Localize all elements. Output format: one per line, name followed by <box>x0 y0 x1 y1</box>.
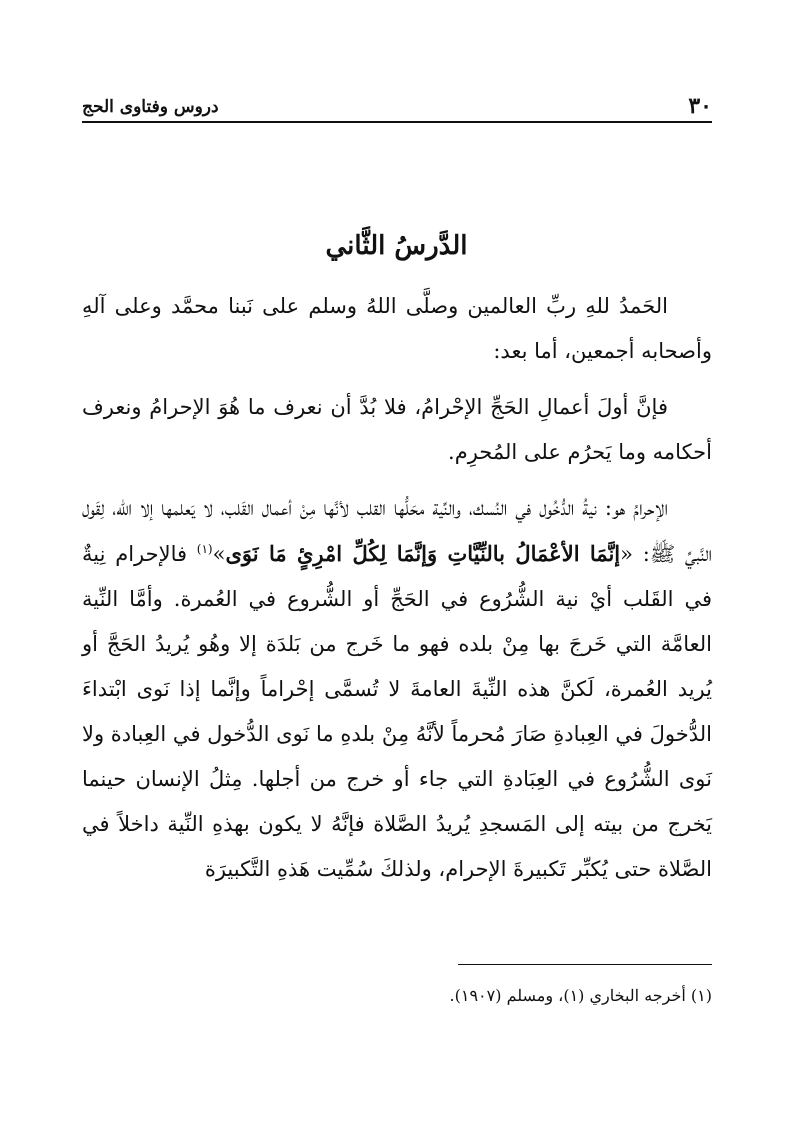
hadith-quote: إنَّمَا الأعْمَالُ بالنِّيَّاتِ وَإنَّمَا لِكُلِّ امْرِئٍ مَا نَوَى <box>225 541 621 566</box>
footnote: (١) أخرجه البخاري (١)، ومسلم (١٩٠٧). <box>449 986 712 1005</box>
footnote-reference: (١) <box>196 542 213 556</box>
header-rule <box>82 121 712 123</box>
paragraph-text-after-hadith: فالإحرام نِيةٌ في القَلب أيْ نية الشُّرُوع في الحَجِّ أو الشُّروع في العُمرة. وأمَّا النِّية العامَّة التي خَرجَ بها مِنْ بلده فهو ما خَرج من بَلدَة إلا وهُو يُريدُ الحَجَّ أو يُريد العُمرة، لَكنَّ هذه النِّيةَ العامةَ لا تُسمَّى إحْراماً وإنَّما إذا نَوى ابْتداءَ الدُّخولَ في العِبادةِ صَارَ مُحرماً لأنَّهُ مِنْ بلدهِ ما نَوى الدُّخول في العِبادة ولا نَوى الشُّرُوع في العِبَادةِ التي جاء أو خرج من أجلها. مِثلُ الإنسان حينما يَخرج من بيته إلى المَسجدِ يُريدُ الصَّلاة فإنَّهُ لا يكون بهذهِ النِّية داخلاً في الصَّلاة حتى يُكبِّر تَكبيرةَ الإحرام، ولذلكَ سُمِّيت هَذهِ التَّكبيرَة <box>82 542 712 881</box>
running-header <box>82 88 712 118</box>
footnote-separator <box>458 964 712 965</box>
paragraph-text-before-hadith: الإحرامُ هو: نيةُ الدُّخُول في النُسك، والنِّية محَلُّها القلب لأنَّها مِنْ أعمال القَلب، لا يَعلمها إلا الله، لِقَول النَّبيِّ ﷺ: « <box>82 496 713 566</box>
paragraph-opening: الحَمدُ للهِ ربِّ العالمين وصلَّى اللهُ وسلم على نَبنا محمَّد وعلى آلهِ وأصحابه أجمعين، أما بعد: <box>82 294 712 363</box>
paragraph-ihram-intro: فإنَّ أولَ أعمالِ الحَجِّ الإحْرامُ، فلا بُدَّ أن نعرف ما هُوَ الإحرامُ ونعرف أحكامه وما يَحرُم على المُحرِم. <box>82 395 712 464</box>
hadith-close-mark: » <box>212 542 226 566</box>
book-title: دروس وفتاوى الحج <box>82 97 219 117</box>
body-text <box>82 284 712 892</box>
paragraph-ihram-definition <box>82 486 712 892</box>
page-number: ٣٠ <box>688 93 712 119</box>
lesson-title: الدَّرسُ الثَّاني <box>325 231 468 261</box>
